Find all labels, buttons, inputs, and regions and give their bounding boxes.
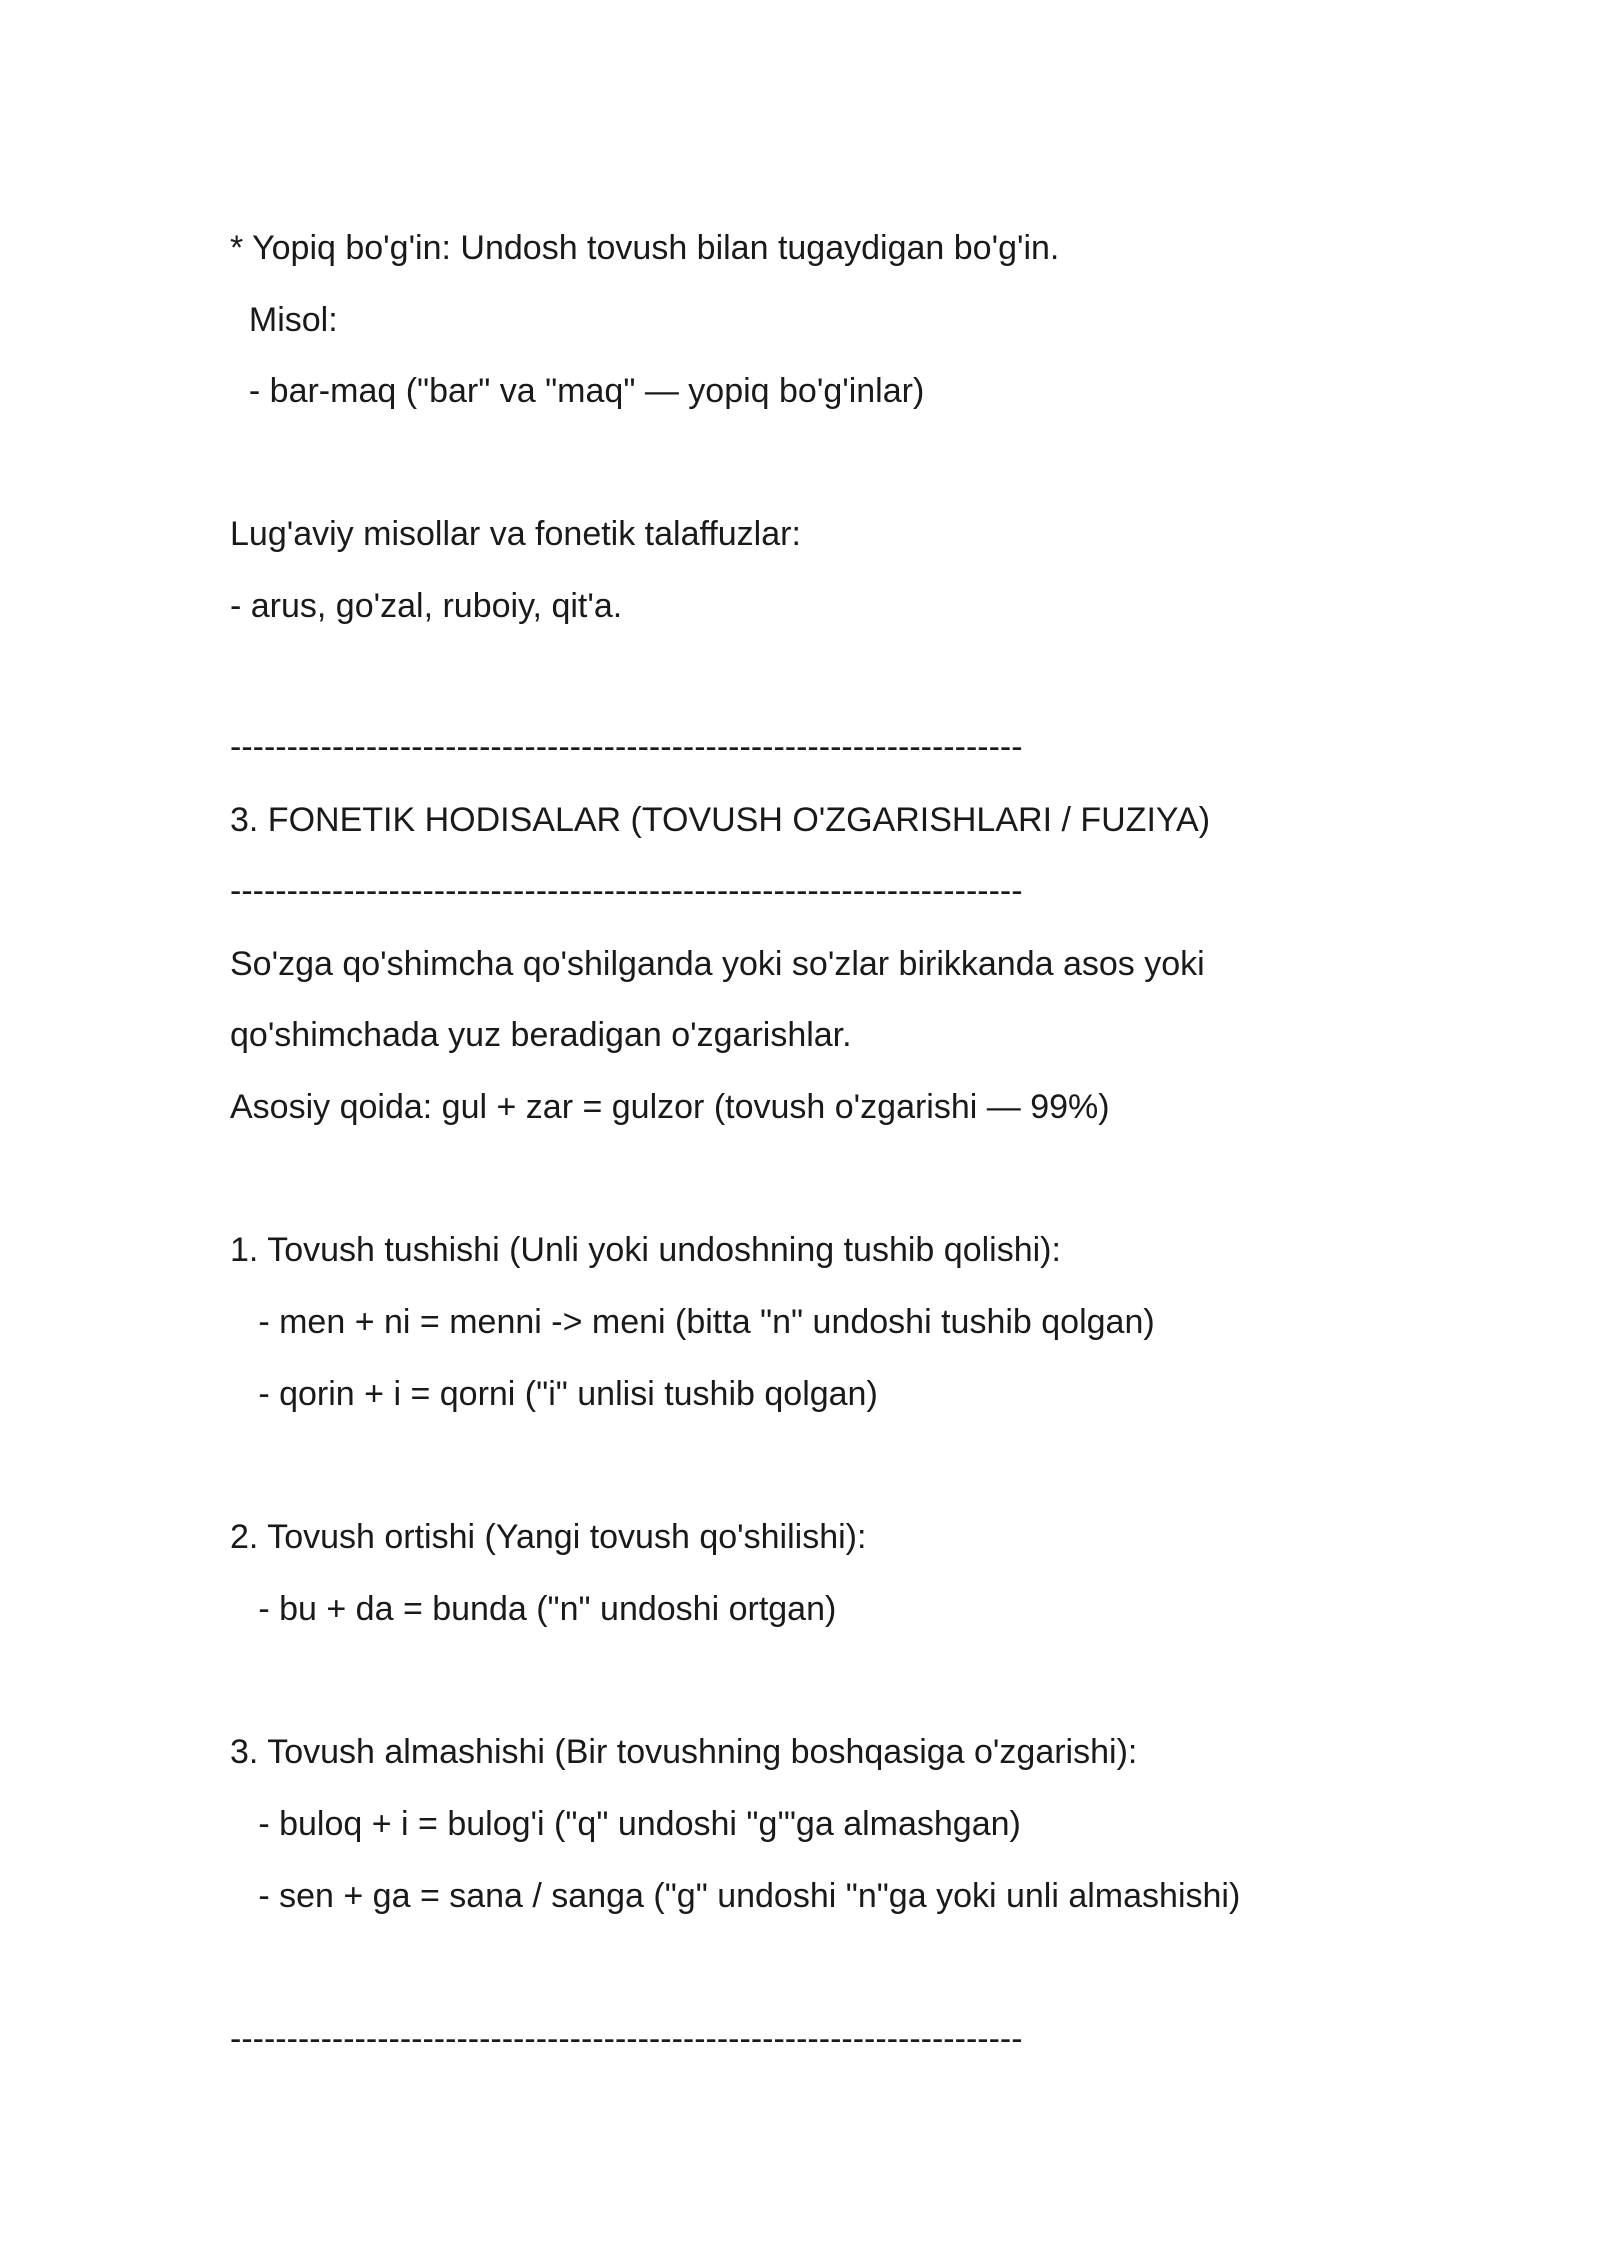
main-rule: Asosiy qoida: gul + zar = gulzor (tovush o'zgarishi — 99%) (230, 1088, 1110, 1126)
section-intro-line-1: So'zga qo'shimcha qo'shilganda yoki so'zlar birikkanda asos yoki (230, 945, 1205, 983)
separator-line: ---------------------------------------------------------------------- (230, 872, 1023, 910)
alternation-example-2: - sen + ga = sana / sanga ("g" undoshi "n"ga yoki unli almashishi) (230, 1877, 1241, 1915)
elision-example-2: - qorin + i = qorni ("i" unlisi tushib qolgan) (230, 1375, 878, 1413)
alternation-heading: 3. Tovush almashishi (Bir tovushning boshqasiga o'zgarishi): (230, 1733, 1138, 1771)
lexical-examples-heading: Lug'aviy misollar va fonetik talaffuzlar: (230, 515, 801, 553)
separator-line: ---------------------------------------------------------------------- (230, 728, 1023, 766)
example-label: Misol: (230, 301, 338, 339)
elision-example-1: - men + ni = menni -> meni (bitta "n" undoshi tushib qolgan) (230, 1303, 1155, 1341)
section-intro-line-2: qo'shimchada yuz beradigan o'zgarishlar. (230, 1016, 852, 1054)
elision-heading: 1. Tovush tushishi (Unli yoki undoshning tushib qolishi): (230, 1231, 1061, 1269)
lexical-examples-list: - arus, go'zal, ruboiy, qit'a. (230, 587, 623, 625)
closed-syllable-definition: * Yopiq bo'g'in: Undosh tovush bilan tugaydigan bo'g'in. (230, 229, 1060, 267)
epenthesis-heading: 2. Tovush ortishi (Yangi tovush qo'shilishi): (230, 1518, 867, 1556)
epenthesis-example: - bu + da = bunda ("n" undoshi ortgan) (230, 1590, 837, 1628)
alternation-example-1: - buloq + i = bulog'i ("q" undoshi "g'"ga almashgan) (230, 1805, 1021, 1843)
closed-syllable-example: - bar-maq ("bar" va "maq" — yopiq bo'g'inlar) (230, 372, 925, 410)
separator-line: ---------------------------------------------------------------------- (230, 2020, 1023, 2058)
section-heading: 3. FONETIK HODISALAR (TOVUSH O'ZGARISHLARI / FUZIYA) (230, 801, 1211, 839)
